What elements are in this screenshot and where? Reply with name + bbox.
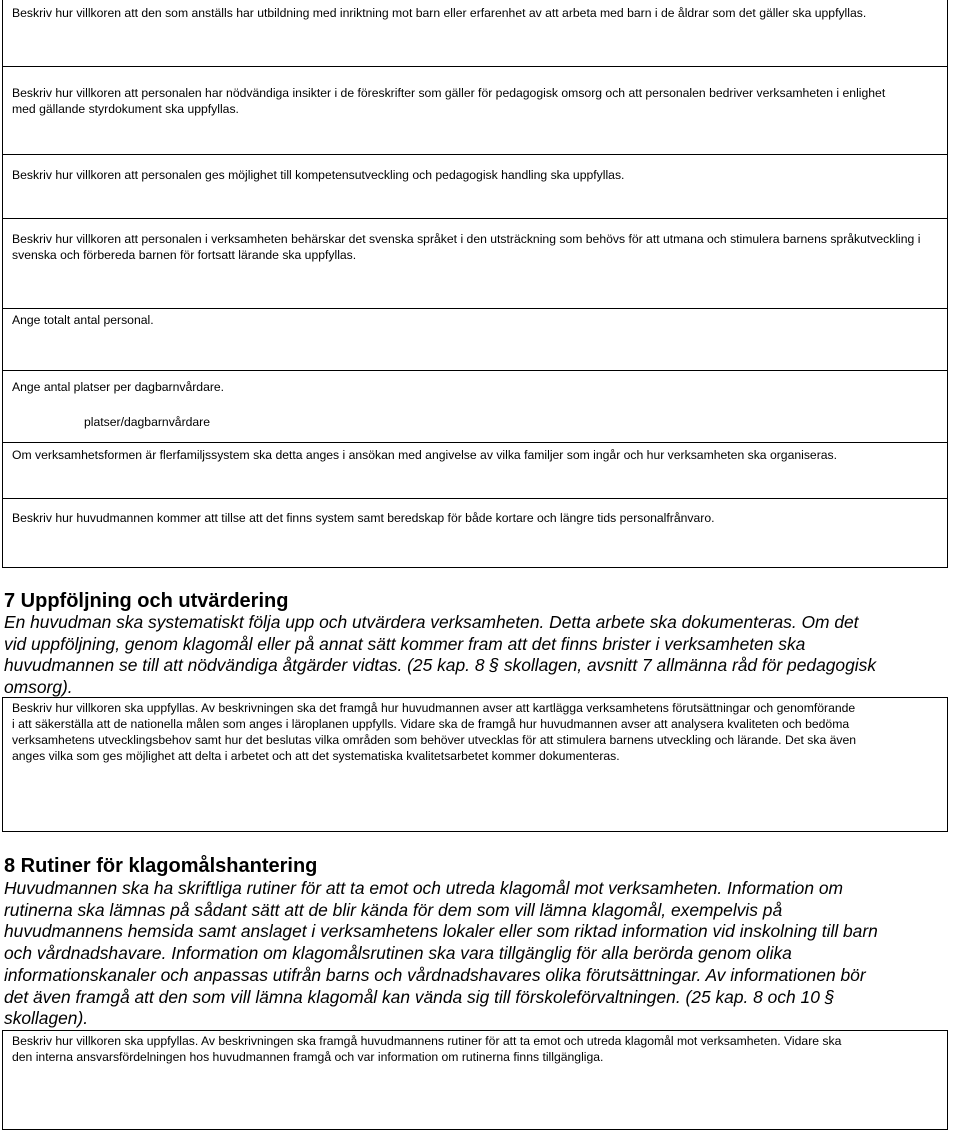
field-staff-insights[interactable] (3, 66, 947, 154)
intro-line: huvudmannen se till att nödvändiga åtgärder vidtas. (25 kap. 8 § skollagen, avsnitt 7 allmänna råd för pedagogisk (4, 655, 877, 676)
intro-line: vid uppföljning, genom klagomål eller på annat sätt kommer fram att det finns brister i verksamheten ska (4, 633, 806, 654)
section8-answer-field[interactable] (2, 1030, 948, 1130)
section8-heading: 8 Rutiner för klagomålshantering (4, 855, 318, 877)
field-multifamily-system[interactable] (3, 442, 947, 498)
section8-intro (4, 878, 960, 1030)
intro-line: huvudmannens hemsida samt anslaget i verksamhetens lokaler eller som riktad information vid inskolning till barn (4, 921, 878, 942)
field-staff-absence[interactable] (3, 498, 947, 568)
intro-line: rutinerna ska lämnas på sådant sätt att de blir kända för dem som vill lämna klagomål, exempelvis på (4, 899, 783, 920)
field-competence-development[interactable] (3, 154, 947, 218)
staffing-form-box (2, 0, 948, 568)
intro-line: omsorg). (4, 677, 73, 698)
intro-line: Huvudmannen ska ha skriftliga rutiner för att ta emot och utreda klagomål mot verksamheten. Information om (4, 878, 844, 898)
field-label: Ange totalt antal personal. (12, 313, 154, 327)
section7-intro (4, 612, 960, 699)
intro-line: det även framgå att den som vill lämna klagomål kan vända sig till förskoleförvaltningen. (25 kap. 8 och 10 § (4, 986, 835, 1007)
field-label: Beskriv hur villkoren att personalen ges möjlighet till kompetensutveckling och pedagogisk handling ska uppfyllas. (12, 168, 625, 182)
field-line: den interna ansvarsfördelningen hos huvudmannen framgå och var information om rutinerna finns tillgängliga. (12, 1050, 604, 1064)
intro-line: och vårdnadshavare. Information om klagomålsrutinen ska vara tillgänglig för alla berörda genom olika (4, 943, 792, 964)
field-line: verksamhetens utvecklingsbehov samt hur det beslutas vilka områden som behöver utvecklas för att stimulera barnens utveckling och lärande. Det ska även (12, 733, 857, 747)
field-label: Beskriv hur villkoren att den som anställs har utbildning med inriktning mot barn eller erfarenhet av att arbeta med barn i de åldrar som det gäller ska uppfyllas. (12, 6, 867, 20)
field-line: i att säkerställa att de nationella målen som anges i läroplanen uppfylls. Vidare ska de framgå hur huvudmannen avser att analysera kvaliteten och bedöma (12, 717, 850, 731)
field-line: Beskriv hur villkoren ska uppfyllas. Av beskrivningen ska framgå huvudmannens rutiner för att ta emot och utreda klagomål mot verksamheten. Vidare ska (12, 1034, 842, 1048)
intro-line: skollagen). (4, 1008, 89, 1029)
field-label (12, 700, 937, 764)
field-label: Om verksamhetsformen är flerfamiljssystem ska detta anges i ansökan med angivelse av vilka familjer som ingår och hur verksamheten ska organiseras. (12, 448, 838, 462)
places-unit-label: platser/dagbarnvårdare (84, 415, 211, 429)
section7-heading: 7 Uppföljning och utvärdering (4, 590, 289, 612)
field-total-staff[interactable] (3, 308, 947, 370)
field-label: Beskriv hur villkoren att personalen har nödvändiga insikter i de föreskrifter som gäller för pedagogisk omsorg och att personalen bedriver verksamheten i enlighet med gällande styrdokument ska uppfyllas. (12, 86, 886, 116)
field-label: Ange antal platser per dagbarnvårdare. (12, 380, 225, 394)
field-line: Beskriv hur villkoren ska uppfyllas. Av beskrivningen ska det framgå hur huvudmannen avser att kartlägga verksamhetens förutsättningar och genomförande (12, 701, 856, 715)
field-swedish-language[interactable] (3, 218, 947, 308)
field-staff-education[interactable] (3, 0, 947, 66)
field-label (12, 1033, 937, 1065)
field-line: anges vilka som ges möjlighet att delta i arbetet och att det systematiska kvalitetsarbetet kommer dokumenteras. (12, 749, 620, 763)
field-places-per-childminder[interactable] (3, 370, 947, 442)
field-label: Beskriv hur villkoren att personalen i verksamheten behärskar det svenska språket i den utsträckning som behövs för att utmana och stimulera barnens språkutveckling i svenska och förbereda barnen för fortsatt lärande ska uppfyllas. (12, 232, 921, 262)
intro-line: En huvudman ska systematiskt följa upp och utvärdera verksamheten. Detta arbete ska dokumenteras. Om det (4, 612, 859, 632)
section7-answer-field[interactable] (2, 697, 948, 832)
intro-line: informationskanaler och anpassas utifrån barns och vårdnadshavares olika förutsättningar. Av informationen bör (4, 964, 866, 985)
field-label: Beskriv hur huvudmannen kommer att tillse att det finns system samt beredskap för både kortare och längre tids personalfrånvaro. (12, 511, 715, 525)
